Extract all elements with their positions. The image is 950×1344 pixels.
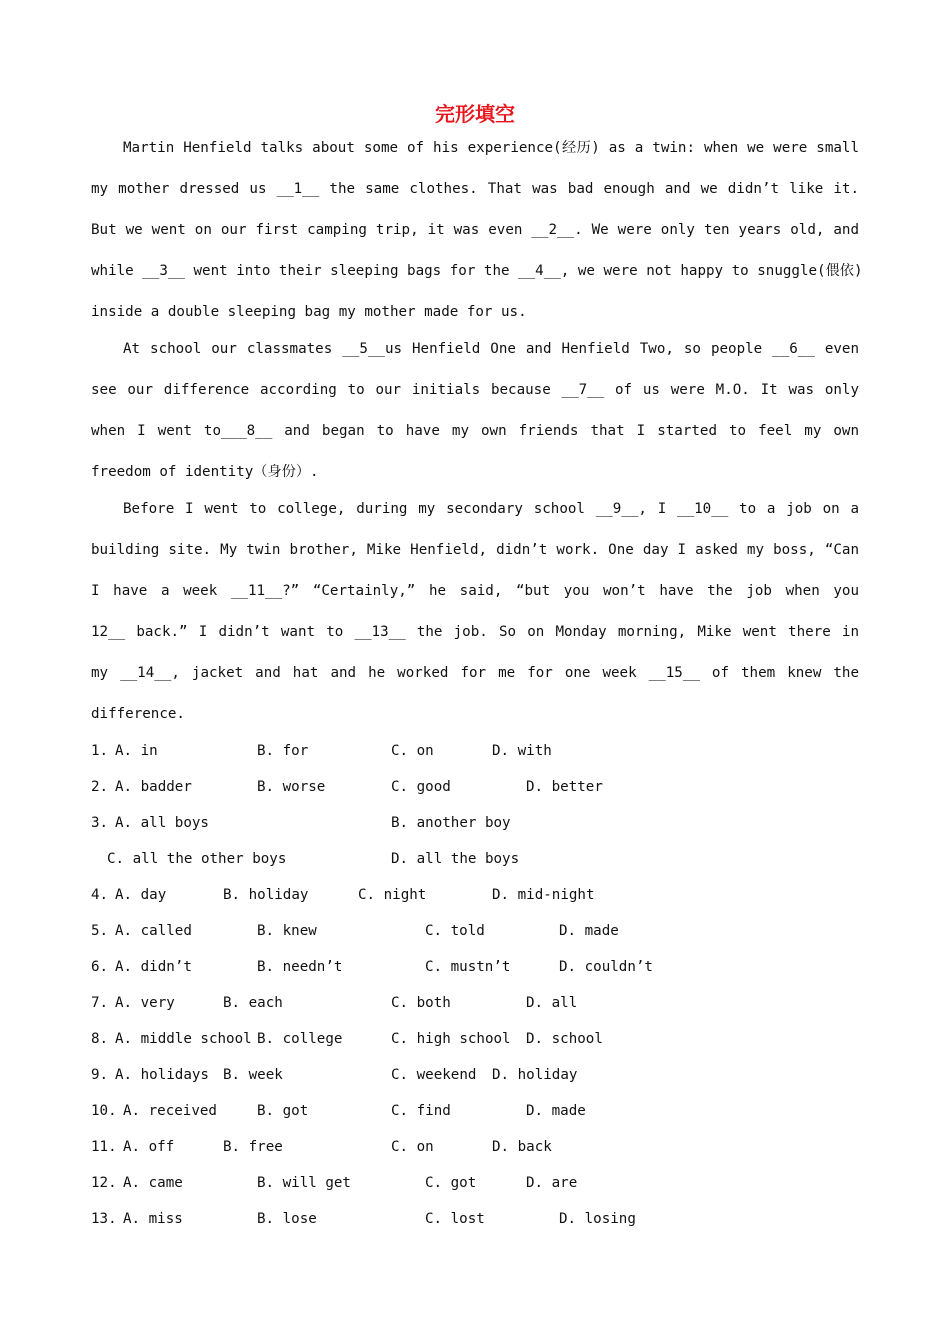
option-a: A. received bbox=[123, 1103, 217, 1119]
paragraph-3 bbox=[91, 499, 859, 745]
option-b: B. lose bbox=[257, 1211, 317, 1227]
paragraph-line: when I went to___8__ and began to have my own friends that I started to feel my own bbox=[91, 423, 859, 439]
paragraph-line: I have a week __11__?” “Certainly,” he said, “but you won’t have the job when you bbox=[91, 583, 859, 599]
option-b: B. got bbox=[257, 1103, 309, 1119]
question-number: 13. bbox=[91, 1211, 117, 1227]
option-a: A. day bbox=[115, 887, 167, 903]
option-b: B. will get bbox=[257, 1175, 351, 1191]
question-number: 10. bbox=[91, 1103, 117, 1119]
option-a: A. miss bbox=[123, 1211, 183, 1227]
option-d: D. school bbox=[526, 1031, 603, 1047]
option-a: A. didn’t bbox=[115, 959, 192, 975]
option-b: B. each bbox=[223, 995, 283, 1011]
option-c: C. high school bbox=[391, 1031, 511, 1047]
paragraph-line: building site. My twin brother, Mike Henfield, didn’t work. One day I asked my boss, “Can bbox=[91, 542, 859, 558]
question-number: 12. bbox=[91, 1175, 117, 1191]
option-c: C. both bbox=[391, 995, 451, 1011]
option-d: D. made bbox=[526, 1103, 586, 1119]
option-a: A. all boys bbox=[115, 815, 209, 831]
paragraph-line: my mother dressed us __1__ the same clothes. That was bad enough and we didn’t like it. bbox=[91, 181, 859, 197]
option-a: A. very bbox=[115, 995, 175, 1011]
option-d: D. better bbox=[526, 779, 603, 795]
option-b: B. needn’t bbox=[257, 959, 343, 975]
question-number: 8. bbox=[91, 1031, 109, 1047]
option-b: B. free bbox=[223, 1139, 283, 1155]
option-c: C. on bbox=[391, 743, 434, 759]
paragraph-line: difference. bbox=[91, 706, 185, 722]
paragraph-line: my __14__, jacket and hat and he worked for me for one week __15__ of them knew the bbox=[91, 665, 859, 681]
option-c: C. weekend bbox=[391, 1067, 477, 1083]
option-a: A. in bbox=[115, 743, 158, 759]
paragraph-line: Before I went to college, during my secondary school __9__, I __10__ to a job on a bbox=[123, 501, 859, 517]
option-a: A. badder bbox=[115, 779, 192, 795]
question-number: 1. bbox=[91, 743, 109, 759]
option-c: C. night bbox=[358, 887, 427, 903]
option-b: B. another boy bbox=[391, 815, 511, 831]
option-b: B. knew bbox=[257, 923, 317, 939]
option-d: D. are bbox=[526, 1175, 578, 1191]
paragraph-2 bbox=[91, 339, 859, 503]
option-d: D. back bbox=[492, 1139, 552, 1155]
paragraph-line: At school our classmates __5__us Henfield One and Henfield Two, so people __6__ even bbox=[123, 341, 859, 357]
option-b: B. holiday bbox=[223, 887, 309, 903]
paragraph-line: inside a double sleeping bag my mother made for us. bbox=[91, 304, 527, 320]
question-number: 4. bbox=[91, 887, 109, 903]
option-a: A. came bbox=[123, 1175, 183, 1191]
option-c: C. got bbox=[425, 1175, 477, 1191]
option-c: C. all the other boys bbox=[107, 851, 287, 867]
question-number: 11. bbox=[91, 1139, 117, 1155]
paragraph-1 bbox=[91, 138, 863, 343]
option-c: C. find bbox=[391, 1103, 451, 1119]
option-d: D. couldn’t bbox=[559, 959, 653, 975]
option-d: D. with bbox=[492, 743, 552, 759]
option-b: B. college bbox=[257, 1031, 343, 1047]
page-title: 完形填空 bbox=[435, 102, 515, 126]
question-number: 3. bbox=[91, 815, 109, 831]
option-b: B. week bbox=[223, 1067, 283, 1083]
question-number: 6. bbox=[91, 959, 109, 975]
paragraph-line: freedom of identity（身份）. bbox=[91, 464, 319, 480]
option-d: D. mid-night bbox=[492, 887, 595, 903]
option-c: C. good bbox=[391, 779, 451, 795]
option-a: A. off bbox=[123, 1139, 175, 1155]
option-a: A. holidays bbox=[115, 1067, 209, 1083]
paragraph-line: while __3__ went into their sleeping bags for the __4__, we were not happy to snuggle(偎依) bbox=[91, 263, 863, 279]
question-number: 2. bbox=[91, 779, 109, 795]
question-number: 9. bbox=[91, 1067, 109, 1083]
paragraph-line: 12__ back.” I didn’t want to __13__ the job. So on Monday morning, Mike went there in bbox=[91, 624, 859, 640]
option-d: D. holiday bbox=[492, 1067, 578, 1083]
option-b: B. for bbox=[257, 743, 309, 759]
option-c: C. lost bbox=[425, 1211, 485, 1227]
option-a: A. middle school bbox=[115, 1031, 252, 1047]
paragraph-line: see our difference according to our initials because __7__ of us were M.O. It was only bbox=[91, 382, 859, 398]
option-c: C. on bbox=[391, 1139, 434, 1155]
option-d: D. all bbox=[526, 995, 578, 1011]
option-d: D. losing bbox=[559, 1211, 636, 1227]
option-d: D. all the boys bbox=[391, 851, 520, 867]
option-d: D. made bbox=[559, 923, 619, 939]
question-number: 5. bbox=[91, 923, 109, 939]
option-a: A. called bbox=[115, 923, 192, 939]
option-b: B. worse bbox=[257, 779, 326, 795]
paragraph-line: Martin Henfield talks about some of his experience(经历) as a twin: when we were small bbox=[123, 140, 859, 156]
option-c: C. mustn’t bbox=[425, 959, 511, 975]
question-number: 7. bbox=[91, 995, 109, 1011]
option-c: C. told bbox=[425, 923, 485, 939]
paragraph-line: But we went on our first camping trip, it was even __2__. We were only ten years old, and bbox=[91, 222, 859, 238]
